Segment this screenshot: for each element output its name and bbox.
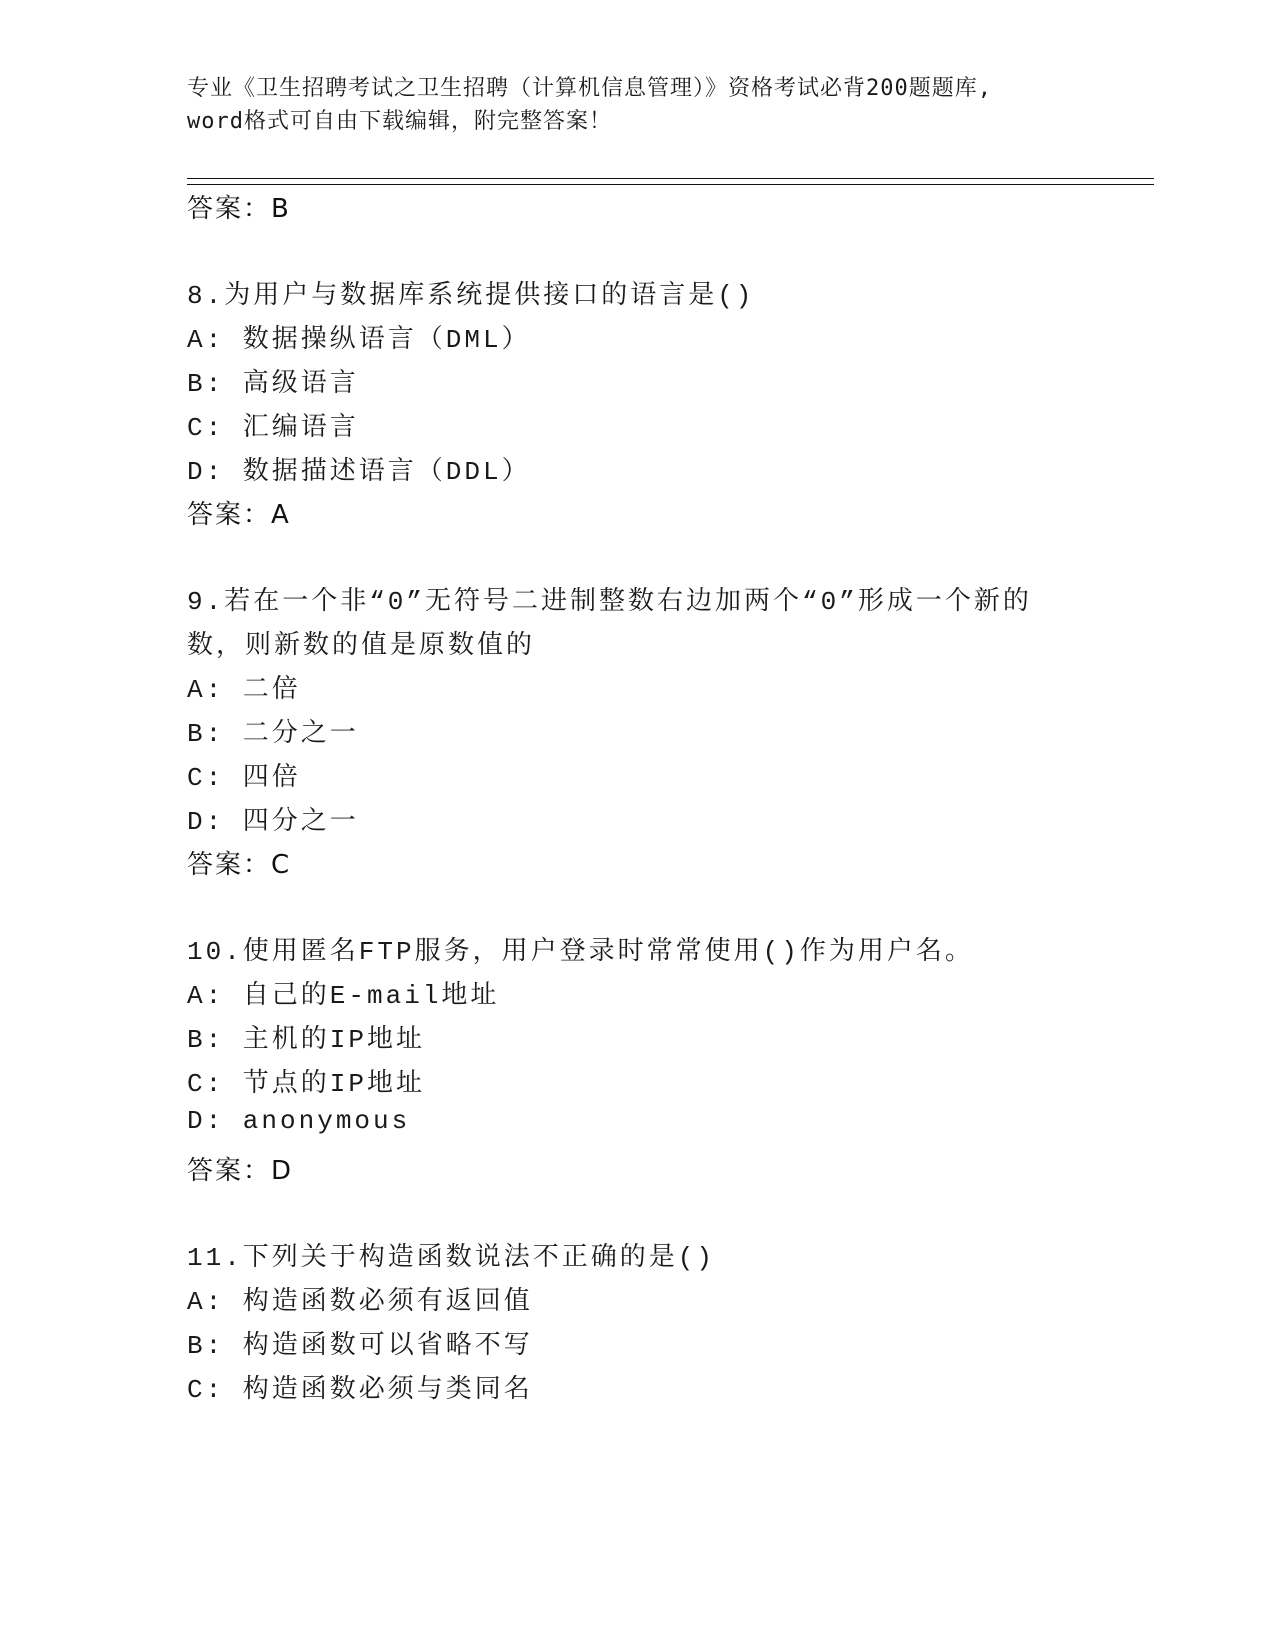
q9-option-a: A: 二倍 (187, 675, 301, 705)
q9-option-b: B: 二分之一 (187, 719, 359, 749)
q8-stem: 8.为用户与数据库系统提供接口的语言是() (187, 281, 755, 311)
q11-option-c: C: 构造函数必须与类同名 (187, 1375, 533, 1405)
header-divider-top (187, 178, 1154, 179)
q8-option-a: A: 数据操纵语言（DML） (187, 325, 531, 355)
q8-option-c: C: 汇编语言 (187, 413, 359, 443)
q11-option-a: A: 构造函数必须有返回值 (187, 1287, 533, 1317)
q11-option-b: B: 构造函数可以省略不写 (187, 1331, 533, 1361)
q8-answer: 答案：A (187, 500, 291, 530)
q10-answer: 答案：D (187, 1156, 294, 1186)
q10-option-c: C: 节点的IP地址 (187, 1069, 426, 1099)
q10-option-a: A: 自己的E-mail地址 (187, 981, 500, 1011)
q9-option-c: C: 四倍 (187, 763, 301, 793)
q9-option-d: D: 四分之一 (187, 807, 359, 837)
q8-option-d: D: 数据描述语言（DDL） (187, 457, 531, 487)
q10-stem: 10.使用匿名FTP服务，用户登录时常常使用()作为用户名。 (187, 937, 974, 967)
header-divider-bottom (187, 184, 1154, 185)
document-header (187, 72, 1087, 138)
header-line-2: word格式可自由下载编辑，附完整答案！ (187, 109, 612, 134)
header-line-1: 专业《卫生招聘考试之卫生招聘（计算机信息管理）》资格考试必背200题题库, (187, 76, 992, 101)
q8-option-b: B: 高级语言 (187, 369, 359, 399)
q10-option-b: B: 主机的IP地址 (187, 1025, 426, 1055)
q11-stem: 11.下列关于构造函数说法不正确的是() (187, 1243, 716, 1273)
q9-answer: 答案：C (187, 850, 292, 880)
previous-answer: 答案：B (187, 194, 291, 224)
q10-option-d: D: anonymous (187, 1106, 411, 1136)
q9-stem-line-2: 数，则新数的值是原数值的 (187, 631, 536, 661)
q9-stem-line-1: 9.若在一个非“0”无符号二进制整数右边加两个“0”形成一个新的 (187, 587, 1032, 617)
